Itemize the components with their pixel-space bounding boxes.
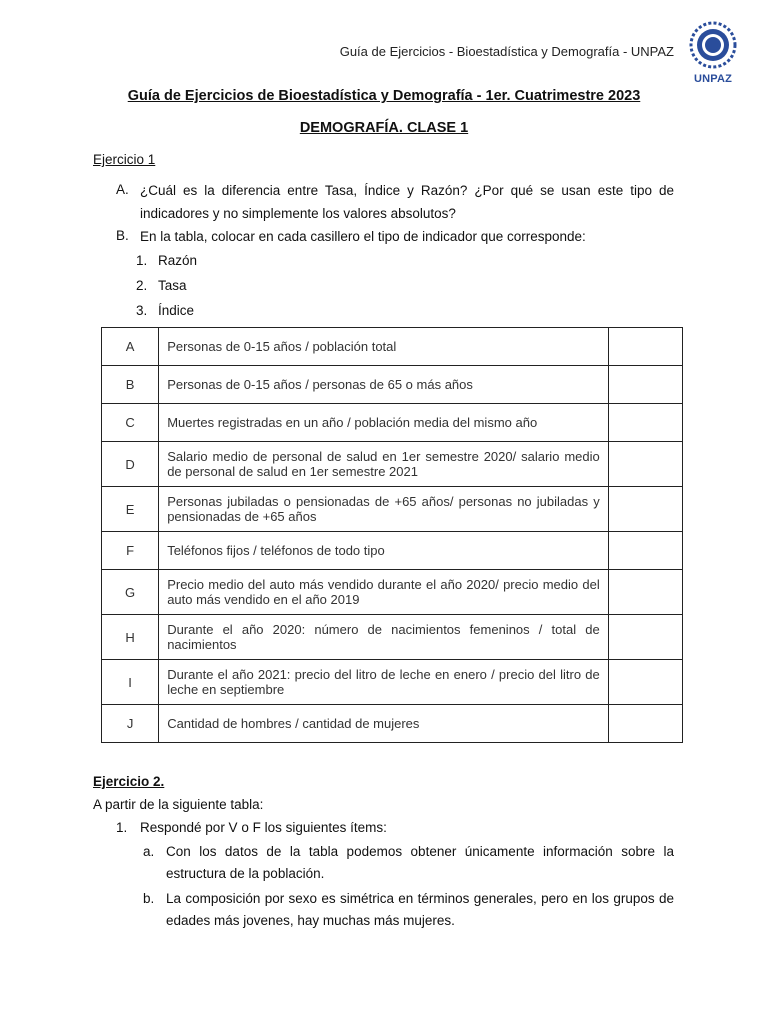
option-razon: [136, 253, 197, 268]
sub-a-text: Con los datos de la tabla podemos obtener únicamente información sobre la estructura de la población.: [166, 844, 674, 881]
sub-a-marker: a.: [143, 844, 155, 859]
row-description: Personas de 0-15 años / población total: [159, 328, 609, 366]
option-number: 3.: [136, 303, 148, 318]
item-a-text: ¿Cuál es la diferencia entre Tasa, Índice y Razón? ¿Por qué se usan este tipo de indicadores y no simplemente los valores absolutos?: [140, 183, 674, 221]
row-description: Cantidad de hombres / cantidad de mujeres: [159, 705, 609, 743]
answer-cell[interactable]: [608, 705, 682, 743]
sub-b-marker: b.: [143, 891, 155, 906]
unpaz-logo: [688, 20, 738, 90]
row-description: Teléfonos fijos / teléfonos de todo tipo: [159, 532, 609, 570]
row-letter: E: [102, 487, 159, 532]
answer-cell[interactable]: [608, 532, 682, 570]
row-letter: F: [102, 532, 159, 570]
indicator-table: [101, 327, 683, 743]
row-description: Personas jubiladas o pensionadas de +65 años/ personas no jubiladas y pensionadas de +65 años: [159, 487, 609, 532]
option-label: Razón: [158, 253, 198, 268]
table-row: [102, 705, 683, 743]
answer-cell[interactable]: [608, 328, 682, 366]
item-b-text: En la tabla, colocar en cada casillero el tipo de indicador que corresponde:: [140, 229, 586, 244]
item-1-marker: 1.: [116, 820, 128, 835]
row-letter: I: [102, 660, 159, 705]
table-row: [102, 532, 683, 570]
sun-emblem-icon: [688, 20, 738, 72]
row-letter: D: [102, 442, 159, 487]
row-letter: C: [102, 404, 159, 442]
answer-cell[interactable]: [608, 487, 682, 532]
logo-wordmark: UNPAZ: [693, 73, 733, 85]
row-description: Durante el año 2020: número de nacimientos femeninos / total de nacimientos: [159, 615, 609, 660]
row-description: Durante el año 2021: precio del litro de leche en enero / precio del litro de leche en septiembre: [159, 660, 609, 705]
item-1-text: Respondé por V o F los siguientes ítems:: [140, 820, 387, 835]
row-description: Personas de 0-15 años / personas de 65 o más años: [159, 366, 609, 404]
exercise-2-intro: A partir de la siguiente tabla:: [93, 797, 264, 812]
option-tasa: [136, 278, 187, 293]
table-row: [102, 570, 683, 615]
table-row: [102, 615, 683, 660]
option-indice: [136, 303, 194, 318]
item-a-marker: A.: [116, 182, 129, 197]
table-row: [102, 366, 683, 404]
table-row: [102, 487, 683, 532]
option-label: Tasa: [158, 278, 187, 293]
row-description: Salario medio de personal de salud en 1er semestre 2020/ salario medio de personal de salud en 1er semestre 2021: [159, 442, 609, 487]
document-subtitle: DEMOGRAFÍA. CLASE 1: [299, 120, 469, 136]
option-number: 1.: [136, 253, 148, 268]
row-letter: B: [102, 366, 159, 404]
answer-cell[interactable]: [608, 615, 682, 660]
row-description: Muertes registradas en un año / población media del mismo año: [159, 404, 609, 442]
exercise-1-heading: Ejercicio 1: [93, 152, 156, 167]
row-letter: H: [102, 615, 159, 660]
table-row: [102, 442, 683, 487]
row-letter: G: [102, 570, 159, 615]
answer-cell[interactable]: [608, 366, 682, 404]
table-row: [102, 660, 683, 705]
running-header: Guía de Ejercicios - Bioestadística y Demografía - UNPAZ: [339, 44, 674, 59]
table-row: [102, 404, 683, 442]
answer-cell[interactable]: [608, 404, 682, 442]
answer-cell[interactable]: [608, 442, 682, 487]
sub-b-text: La composición por sexo es simétrica en términos generales, pero en los grupos de edades más jovenes, hay muchas más mujeres.: [166, 891, 674, 928]
document-title: Guía de Ejercicios de Bioestadística y Demografía - 1er. Cuatrimestre 2023: [127, 88, 641, 104]
option-number: 2.: [136, 278, 148, 293]
row-description: Precio medio del auto más vendido durante el año 2020/ precio medio del auto más vendido en el año 2019: [159, 570, 609, 615]
row-letter: A: [102, 328, 159, 366]
option-label: Índice: [158, 303, 195, 318]
row-letter: J: [102, 705, 159, 743]
exercise-2-heading: Ejercicio 2.: [93, 774, 165, 789]
answer-cell[interactable]: [608, 660, 682, 705]
item-b-marker: B.: [116, 228, 129, 243]
answer-cell[interactable]: [608, 570, 682, 615]
table-row: [102, 328, 683, 366]
